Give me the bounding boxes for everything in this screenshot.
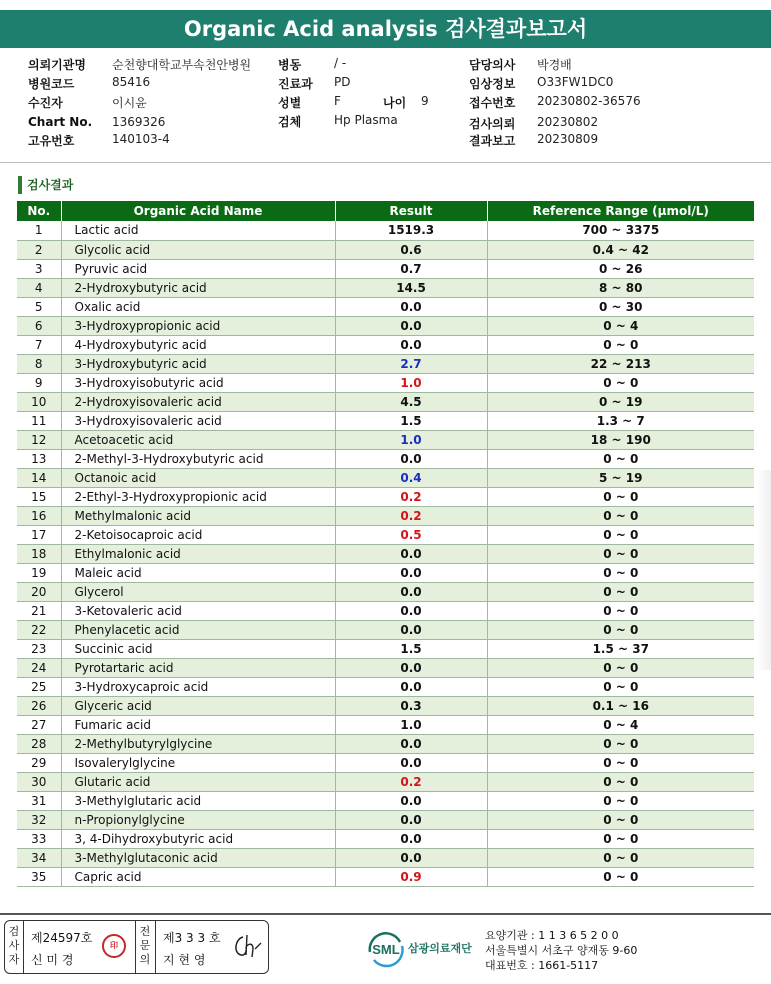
cell-no: 2 <box>17 240 61 259</box>
cell-reference-range: 1.3 ~ 7 <box>487 411 754 430</box>
cell-no: 24 <box>17 658 61 677</box>
cell-acid-name: 3-Hydroxybutyric acid <box>61 354 335 373</box>
signature-separator <box>135 921 136 973</box>
cell-acid-name: 3, 4-Dihydroxybutyric acid <box>61 829 335 848</box>
cell-reference-range: 0 ~ 0 <box>487 373 754 392</box>
cell-result: 1.0 <box>335 715 487 734</box>
cell-reference-range: 22 ~ 213 <box>487 354 754 373</box>
column-header-name: Organic Acid Name <box>61 201 335 221</box>
cell-reference-range: 0 ~ 4 <box>487 316 754 335</box>
signature-icon <box>231 931 265 961</box>
cell-result: 1.5 <box>335 411 487 430</box>
specialist-label: 전문의 <box>139 925 151 966</box>
table-row <box>17 582 754 601</box>
table-row <box>17 316 754 335</box>
cell-reference-range: 0 ~ 0 <box>487 734 754 753</box>
cell-no: 4 <box>17 278 61 297</box>
info-label-chart-no: Chart No. <box>28 115 93 129</box>
table-row <box>17 297 754 316</box>
table-row <box>17 601 754 620</box>
info-label-receipt-no: 접수번호 <box>469 96 516 110</box>
cell-no: 6 <box>17 316 61 335</box>
cell-no: 9 <box>17 373 61 392</box>
cell-no: 7 <box>17 335 61 354</box>
cell-no: 3 <box>17 259 61 278</box>
cell-acid-name: 2-Ketoisocaproic acid <box>61 525 335 544</box>
cell-result: 0.2 <box>335 487 487 506</box>
cell-result: 0.4 <box>335 468 487 487</box>
cell-result: 0.0 <box>335 848 487 867</box>
cell-acid-name: Ethylmalonic acid <box>61 544 335 563</box>
table-row <box>17 715 754 734</box>
cell-reference-range: 0 ~ 0 <box>487 620 754 639</box>
table-row <box>17 848 754 867</box>
cell-acid-name: Phenylacetic acid <box>61 620 335 639</box>
cell-result: 1519.3 <box>335 221 487 240</box>
cell-result: 2.7 <box>335 354 487 373</box>
cell-result: 0.0 <box>335 316 487 335</box>
cell-result: 0.0 <box>335 829 487 848</box>
cell-result: 0.0 <box>335 677 487 696</box>
cell-result: 0.2 <box>335 772 487 791</box>
info-value-report-date: 20230809 <box>537 132 599 146</box>
cell-acid-name: 2-Methyl-3-Hydroxybutyric acid <box>61 449 335 468</box>
info-label-doctor: 담당의사 <box>469 58 516 72</box>
cell-no: 33 <box>17 829 61 848</box>
info-label-hospital-code: 병원코드 <box>28 77 75 91</box>
cell-acid-name: 4-Hydroxybutyric acid <box>61 335 335 354</box>
info-value-age: 9 <box>421 94 429 108</box>
table-header-row <box>17 201 754 221</box>
table-row <box>17 487 754 506</box>
table-row <box>17 563 754 582</box>
cell-acid-name: 3-Methylglutaconic acid <box>61 848 335 867</box>
cell-result: 0.0 <box>335 791 487 810</box>
contact-line: 요양기관 : 1 1 3 6 5 2 0 0 <box>485 929 619 942</box>
cell-result: 14.5 <box>335 278 487 297</box>
cell-reference-range: 0.4 ~ 42 <box>487 240 754 259</box>
info-value-specimen: Hp Plasma <box>334 113 398 127</box>
info-value-receipt-no: 20230802-36576 <box>537 94 641 108</box>
table-row <box>17 791 754 810</box>
table-row <box>17 696 754 715</box>
cell-reference-range: 0 ~ 0 <box>487 772 754 791</box>
cell-acid-name: Fumaric acid <box>61 715 335 734</box>
specialist-name: 지 현 영 <box>163 953 206 967</box>
cell-result: 4.5 <box>335 392 487 411</box>
cell-result: 1.0 <box>335 430 487 449</box>
cell-result: 0.0 <box>335 601 487 620</box>
signature-separator <box>23 921 24 973</box>
table-row <box>17 658 754 677</box>
table-row <box>17 468 754 487</box>
cell-no: 15 <box>17 487 61 506</box>
info-label-unique-id: 고유번호 <box>28 134 75 148</box>
cell-acid-name: n-Propionylglycine <box>61 810 335 829</box>
info-value-ward: / - <box>334 56 347 70</box>
table-row <box>17 677 754 696</box>
patient-info <box>0 56 771 152</box>
table-row <box>17 221 754 240</box>
cell-result: 1.5 <box>335 639 487 658</box>
cell-no: 5 <box>17 297 61 316</box>
info-label-specimen: 검체 <box>278 115 302 129</box>
cell-acid-name: Pyruvic acid <box>61 259 335 278</box>
info-label-sex: 성별 <box>278 96 302 110</box>
cell-result: 1.0 <box>335 373 487 392</box>
cell-no: 19 <box>17 563 61 582</box>
tester-license: 제24597호 <box>31 931 93 945</box>
cell-no: 28 <box>17 734 61 753</box>
info-value-clinical-info: O33FW1DC0 <box>537 75 614 89</box>
cell-reference-range: 0 ~ 0 <box>487 506 754 525</box>
info-value-institution: 순천향대학교부속천안병원 <box>112 58 252 72</box>
tester-label: 검사자 <box>8 925 20 966</box>
table-row <box>17 373 754 392</box>
cell-result: 0.0 <box>335 753 487 772</box>
cell-no: 10 <box>17 392 61 411</box>
cell-result: 0.0 <box>335 335 487 354</box>
cell-no: 16 <box>17 506 61 525</box>
cell-reference-range: 1.5 ~ 37 <box>487 639 754 658</box>
table-row <box>17 449 754 468</box>
section-title-results: 검사결과 <box>18 176 73 194</box>
cell-acid-name: Maleic acid <box>61 563 335 582</box>
sml-logo-icon <box>366 928 406 968</box>
cell-no: 22 <box>17 620 61 639</box>
signature-box <box>4 920 269 974</box>
cell-acid-name: Oxalic acid <box>61 297 335 316</box>
footer-divider <box>0 913 771 915</box>
cell-no: 20 <box>17 582 61 601</box>
table-row <box>17 734 754 753</box>
cell-result: 0.0 <box>335 658 487 677</box>
cell-acid-name: 3-Hydroxycaproic acid <box>61 677 335 696</box>
cell-no: 26 <box>17 696 61 715</box>
contact-info <box>485 928 637 973</box>
signature-separator <box>155 921 156 973</box>
table-row <box>17 544 754 563</box>
info-label-request-date: 검사의뢰 <box>469 117 516 131</box>
cell-reference-range: 0 ~ 0 <box>487 487 754 506</box>
info-label-report-date: 결과보고 <box>469 134 516 148</box>
cell-no: 35 <box>17 867 61 886</box>
cell-reference-range: 0 ~ 0 <box>487 582 754 601</box>
sml-logo-text: SML <box>372 942 400 957</box>
cell-acid-name: Lactic acid <box>61 221 335 240</box>
cell-no: 25 <box>17 677 61 696</box>
info-value-unique-id: 140103-4 <box>112 132 170 146</box>
table-row <box>17 411 754 430</box>
cell-no: 32 <box>17 810 61 829</box>
table-row <box>17 354 754 373</box>
cell-reference-range: 0 ~ 0 <box>487 563 754 582</box>
cell-no: 12 <box>17 430 61 449</box>
info-label-ward: 병동 <box>278 58 302 72</box>
info-label-institution: 의뢰기관명 <box>28 58 86 72</box>
table-row <box>17 259 754 278</box>
cell-result: 0.0 <box>335 544 487 563</box>
cell-acid-name: Succinic acid <box>61 639 335 658</box>
cell-result: 0.6 <box>335 240 487 259</box>
cell-no: 27 <box>17 715 61 734</box>
cell-acid-name: Acetoacetic acid <box>61 430 335 449</box>
cell-result: 0.3 <box>335 696 487 715</box>
cell-reference-range: 0 ~ 0 <box>487 810 754 829</box>
results-table <box>17 201 754 887</box>
cell-reference-range: 0 ~ 0 <box>487 601 754 620</box>
cell-reference-range: 0 ~ 0 <box>487 658 754 677</box>
cell-reference-range: 0 ~ 4 <box>487 715 754 734</box>
cell-result: 0.7 <box>335 259 487 278</box>
table-row <box>17 639 754 658</box>
cell-reference-range: 0 ~ 0 <box>487 791 754 810</box>
cell-reference-range: 0 ~ 0 <box>487 677 754 696</box>
report-title: Organic Acid analysis 검사결과보고서 <box>0 10 771 48</box>
cell-no: 11 <box>17 411 61 430</box>
cell-result: 0.0 <box>335 620 487 639</box>
info-value-sex: F <box>334 94 341 108</box>
cell-reference-range: 18 ~ 190 <box>487 430 754 449</box>
cell-reference-range: 5 ~ 19 <box>487 468 754 487</box>
cell-acid-name: 3-Hydroxyisobutyric acid <box>61 373 335 392</box>
contact-line: 서울특별시 서초구 양재동 9-60 <box>485 944 638 957</box>
cell-no: 8 <box>17 354 61 373</box>
table-row <box>17 620 754 639</box>
cell-reference-range: 700 ~ 3375 <box>487 221 754 240</box>
cell-reference-range: 0 ~ 30 <box>487 297 754 316</box>
info-label-department: 진료과 <box>278 77 313 91</box>
cell-reference-range: 0.1 ~ 16 <box>487 696 754 715</box>
cell-reference-range: 0 ~ 0 <box>487 335 754 354</box>
table-row <box>17 829 754 848</box>
table-row <box>17 335 754 354</box>
cell-no: 17 <box>17 525 61 544</box>
cell-reference-range: 0 ~ 26 <box>487 259 754 278</box>
cell-acid-name: 2-Methylbutyrylglycine <box>61 734 335 753</box>
cell-result: 0.0 <box>335 734 487 753</box>
cell-no: 30 <box>17 772 61 791</box>
cell-acid-name: Glyceric acid <box>61 696 335 715</box>
cell-acid-name: Glycolic acid <box>61 240 335 259</box>
cell-acid-name: 3-Methylglutaric acid <box>61 791 335 810</box>
cell-no: 34 <box>17 848 61 867</box>
cell-reference-range: 0 ~ 0 <box>487 753 754 772</box>
cell-reference-range: 0 ~ 19 <box>487 392 754 411</box>
table-row <box>17 772 754 791</box>
sml-logo <box>366 928 486 968</box>
cell-reference-range: 0 ~ 0 <box>487 829 754 848</box>
cell-acid-name: 2-Ethyl-3-Hydroxypropionic acid <box>61 487 335 506</box>
cell-reference-range: 0 ~ 0 <box>487 848 754 867</box>
cell-result: 0.0 <box>335 297 487 316</box>
cell-no: 1 <box>17 221 61 240</box>
cell-no: 13 <box>17 449 61 468</box>
table-row <box>17 240 754 259</box>
cell-acid-name: Methylmalonic acid <box>61 506 335 525</box>
info-value-hospital-code: 85416 <box>112 75 151 89</box>
cell-no: 31 <box>17 791 61 810</box>
table-row <box>17 525 754 544</box>
cell-acid-name: Glycerol <box>61 582 335 601</box>
tester-name: 신 미 경 <box>31 953 74 967</box>
table-row <box>17 810 754 829</box>
cell-result: 0.0 <box>335 563 487 582</box>
cell-reference-range: 0 ~ 0 <box>487 867 754 886</box>
cell-acid-name: Isovalerylglycine <box>61 753 335 772</box>
cell-result: 0.2 <box>335 506 487 525</box>
cell-acid-name: 2-Hydroxyisovaleric acid <box>61 392 335 411</box>
cell-no: 21 <box>17 601 61 620</box>
table-row <box>17 278 754 297</box>
cell-acid-name: 3-Ketovaleric acid <box>61 601 335 620</box>
cell-result: 0.9 <box>335 867 487 886</box>
cell-acid-name: 2-Hydroxybutyric acid <box>61 278 335 297</box>
contact-line: 대표번호 : 1661-5117 <box>485 959 599 972</box>
table-row <box>17 506 754 525</box>
cell-acid-name: Octanoic acid <box>61 468 335 487</box>
cell-acid-name: 3-Hydroxyisovaleric acid <box>61 411 335 430</box>
cell-no: 29 <box>17 753 61 772</box>
cell-reference-range: 0 ~ 0 <box>487 544 754 563</box>
cell-acid-name: Glutaric acid <box>61 772 335 791</box>
cell-no: 18 <box>17 544 61 563</box>
cell-acid-name: Capric acid <box>61 867 335 886</box>
cell-result: 0.5 <box>335 525 487 544</box>
column-header-result: Result <box>335 201 487 221</box>
column-header-reference: Reference Range (μmol/L) <box>487 201 754 221</box>
specialist-license: 제3 3 3 호 <box>163 931 221 945</box>
info-value-request-date: 20230802 <box>537 115 599 129</box>
info-label-patient: 수진자 <box>28 96 63 110</box>
info-value-department: PD <box>334 75 351 89</box>
org-name: 삼광의료재단 <box>408 942 472 955</box>
cell-acid-name: 3-Hydroxypropionic acid <box>61 316 335 335</box>
cell-no: 14 <box>17 468 61 487</box>
column-header-no: No. <box>17 201 61 221</box>
table-row <box>17 392 754 411</box>
cell-acid-name: Pyrotartaric acid <box>61 658 335 677</box>
info-value-doctor: 박경배 <box>537 58 572 72</box>
cell-reference-range: 0 ~ 0 <box>487 449 754 468</box>
seal-stamp-icon: 印 <box>102 934 126 958</box>
info-value-patient: 이시윤 <box>112 96 147 110</box>
edge-shadow <box>757 470 771 670</box>
info-label-age: 나이 <box>383 96 407 110</box>
cell-no: 23 <box>17 639 61 658</box>
cell-result: 0.0 <box>335 582 487 601</box>
info-label-clinical-info: 임상정보 <box>469 77 516 91</box>
cell-reference-range: 8 ~ 80 <box>487 278 754 297</box>
cell-reference-range: 0 ~ 0 <box>487 525 754 544</box>
table-row <box>17 430 754 449</box>
header-divider <box>0 162 771 163</box>
table-row <box>17 867 754 886</box>
cell-result: 0.0 <box>335 810 487 829</box>
table-row <box>17 753 754 772</box>
info-value-chart-no: 1369326 <box>112 115 166 129</box>
cell-result: 0.0 <box>335 449 487 468</box>
